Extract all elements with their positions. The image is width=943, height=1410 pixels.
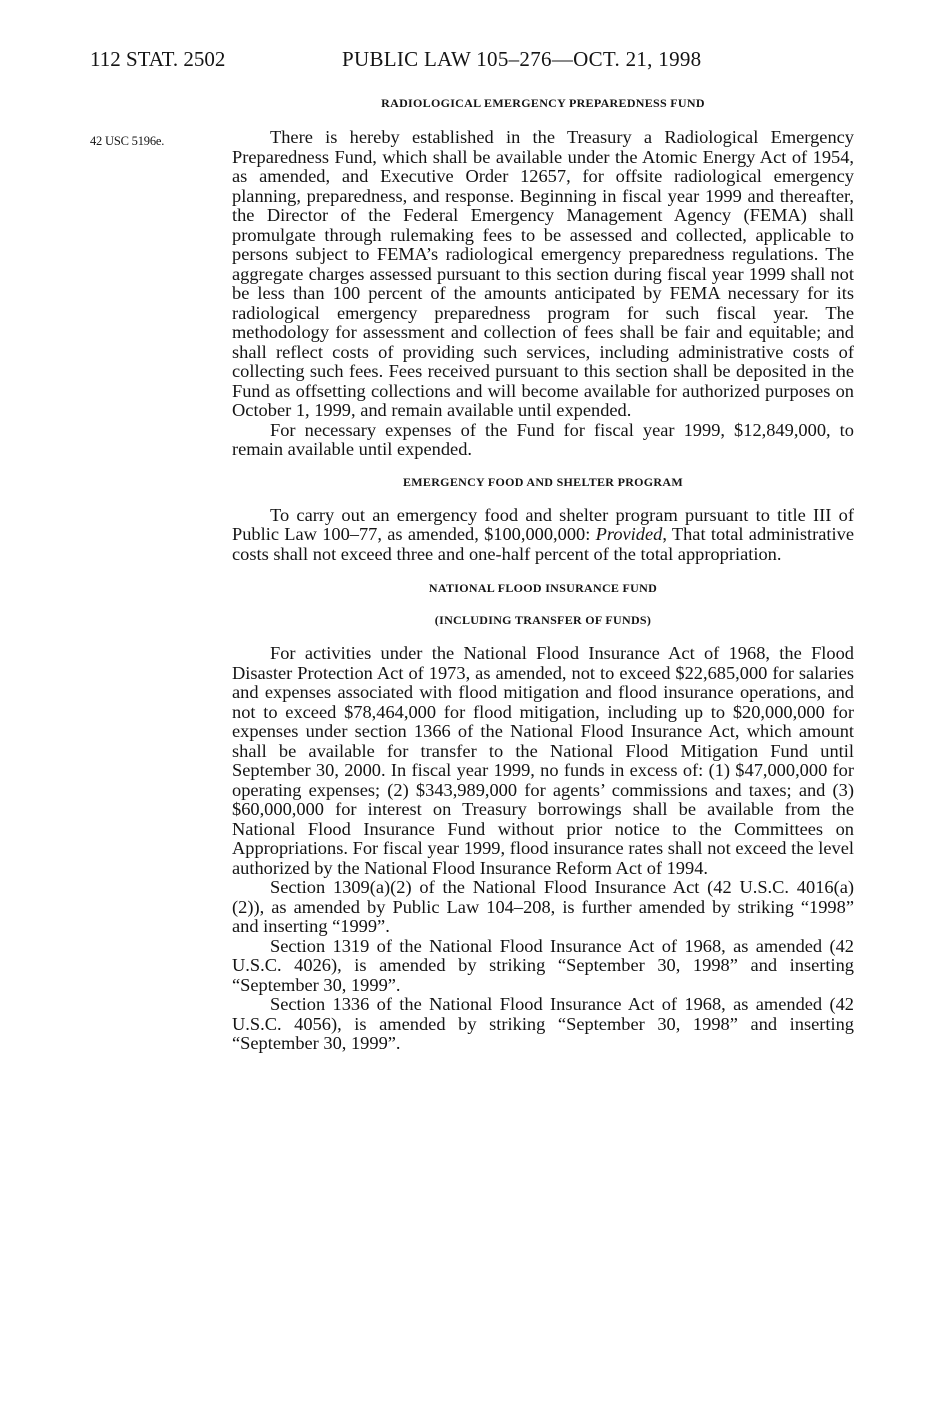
provided-italic: Provided xyxy=(595,524,663,544)
body-column xyxy=(232,94,854,1054)
heading-flood-fund: NATIONAL FLOOD INSURANCE FUND xyxy=(428,581,658,595)
radiological-paragraph-1: There is hereby established in the Treasury a Radiological Emergency Preparedness Fund, which shall be available under the Atomic Energy Act of 1954, as amended, and Executive Order 12657, for offsite radiological emergency planning, preparedness, and response. Beginning in fiscal year 1999 and thereafter, the Director of the Federal Emergency Management Agency (FEMA) shall promulgate through rulemaking fees to be assessed and collected, applicable to persons subject to FEMA’s radiological emergency preparedness regulations. The aggregate charges assessed pursuant to this section during fiscal year 1999 shall not be less than 100 percent of the amounts anticipated by FEMA necessary for its radiological emergency preparedness program for such fiscal year. The methodology for assessment and collection of fees shall be fair and equitable; and shall reflect costs of providing such services, including administrative costs of collecting such fees. Fees received pursuant to this section shall be deposited in the Fund as offsetting collections and will become available for authorized purposes on October 1, 1999, and remain available until expended. xyxy=(232,127,854,420)
margin-citation: 42 USC 5196e. xyxy=(90,134,165,148)
heading-radiological-fund: RADIOLOGICAL EMERGENCY PREPAREDNESS FUND xyxy=(381,96,705,110)
subheading-transfer-funds: (INCLUDING TRANSFER OF FUNDS) xyxy=(434,613,652,627)
flood-paragraph-1: For activities under the National Flood Insurance Act of 1968, the Flood Disaster Protection Act of 1973, as amended, not to exceed $22,685,000 for salaries and expenses associated with flood mitigation and flood insurance operations, and not to exceed $78,464,000 for flood mitigation, including up to $20,000,000 for expenses under section 1366 of the National Flood Insurance Act, which amount shall be available for transfer to the National Flood Mitigation Fund until September 30, 2000. In fiscal year 1999, no funds in excess of: (1) $47,000,000 for operating expenses; (2) $343,989,000 for agents’ commissions and taxes; and (3) $60,000,000 for interest on Treasury borrowings shall be available from the National Flood Insurance Fund without prior notice to the Committees on Appropriations. For fiscal year 1999, flood insurance rates shall not exceed the level authorized by the National Flood Insurance Reform Act of 1994. xyxy=(232,643,854,878)
page-identifier: 112 STAT. 2502 xyxy=(90,47,226,71)
heading-food-shelter: EMERGENCY FOOD AND SHELTER PROGRAM xyxy=(402,474,683,489)
food-shelter-text-b: , That total administrative costs shall not exceed three and one-half percent of the total appropriation. xyxy=(232,524,855,564)
running-head xyxy=(90,44,860,74)
flood-paragraph-4: Section 1336 of the National Flood Insurance Act of 1968, as amended (42 U.S.C. 4056), is amended by striking “September 30, 1998” and inserting “September 30, 1999”. xyxy=(232,994,854,1053)
law-title: PUBLIC LAW 105–276—OCT. 21, 1998 xyxy=(342,47,702,71)
flood-paragraph-3: Section 1319 of the National Flood Insurance Act of 1968, as amended (42 U.S.C. 4026), is amended by striking “September 30, 1998” and inserting “September 30, 1999”. xyxy=(232,935,854,995)
food-shelter-paragraph xyxy=(232,506,854,565)
flood-paragraph-2: Section 1309(a)(2) of the National Flood Insurance Act (42 U.S.C. 4016(a)(2)), as amended by Public Law 104–208, is further amended by striking “1998” and inserting “1999”. xyxy=(232,877,854,936)
food-shelter-text-a: To carry out an emergency food and shelter program pursuant to title III of Public Law 100–77, as amended, $100,000,000: xyxy=(232,504,854,544)
radiological-paragraph-2: For necessary expenses of the Fund for fiscal year 1999, $12,849,000, to remain available until expended. xyxy=(232,419,854,459)
